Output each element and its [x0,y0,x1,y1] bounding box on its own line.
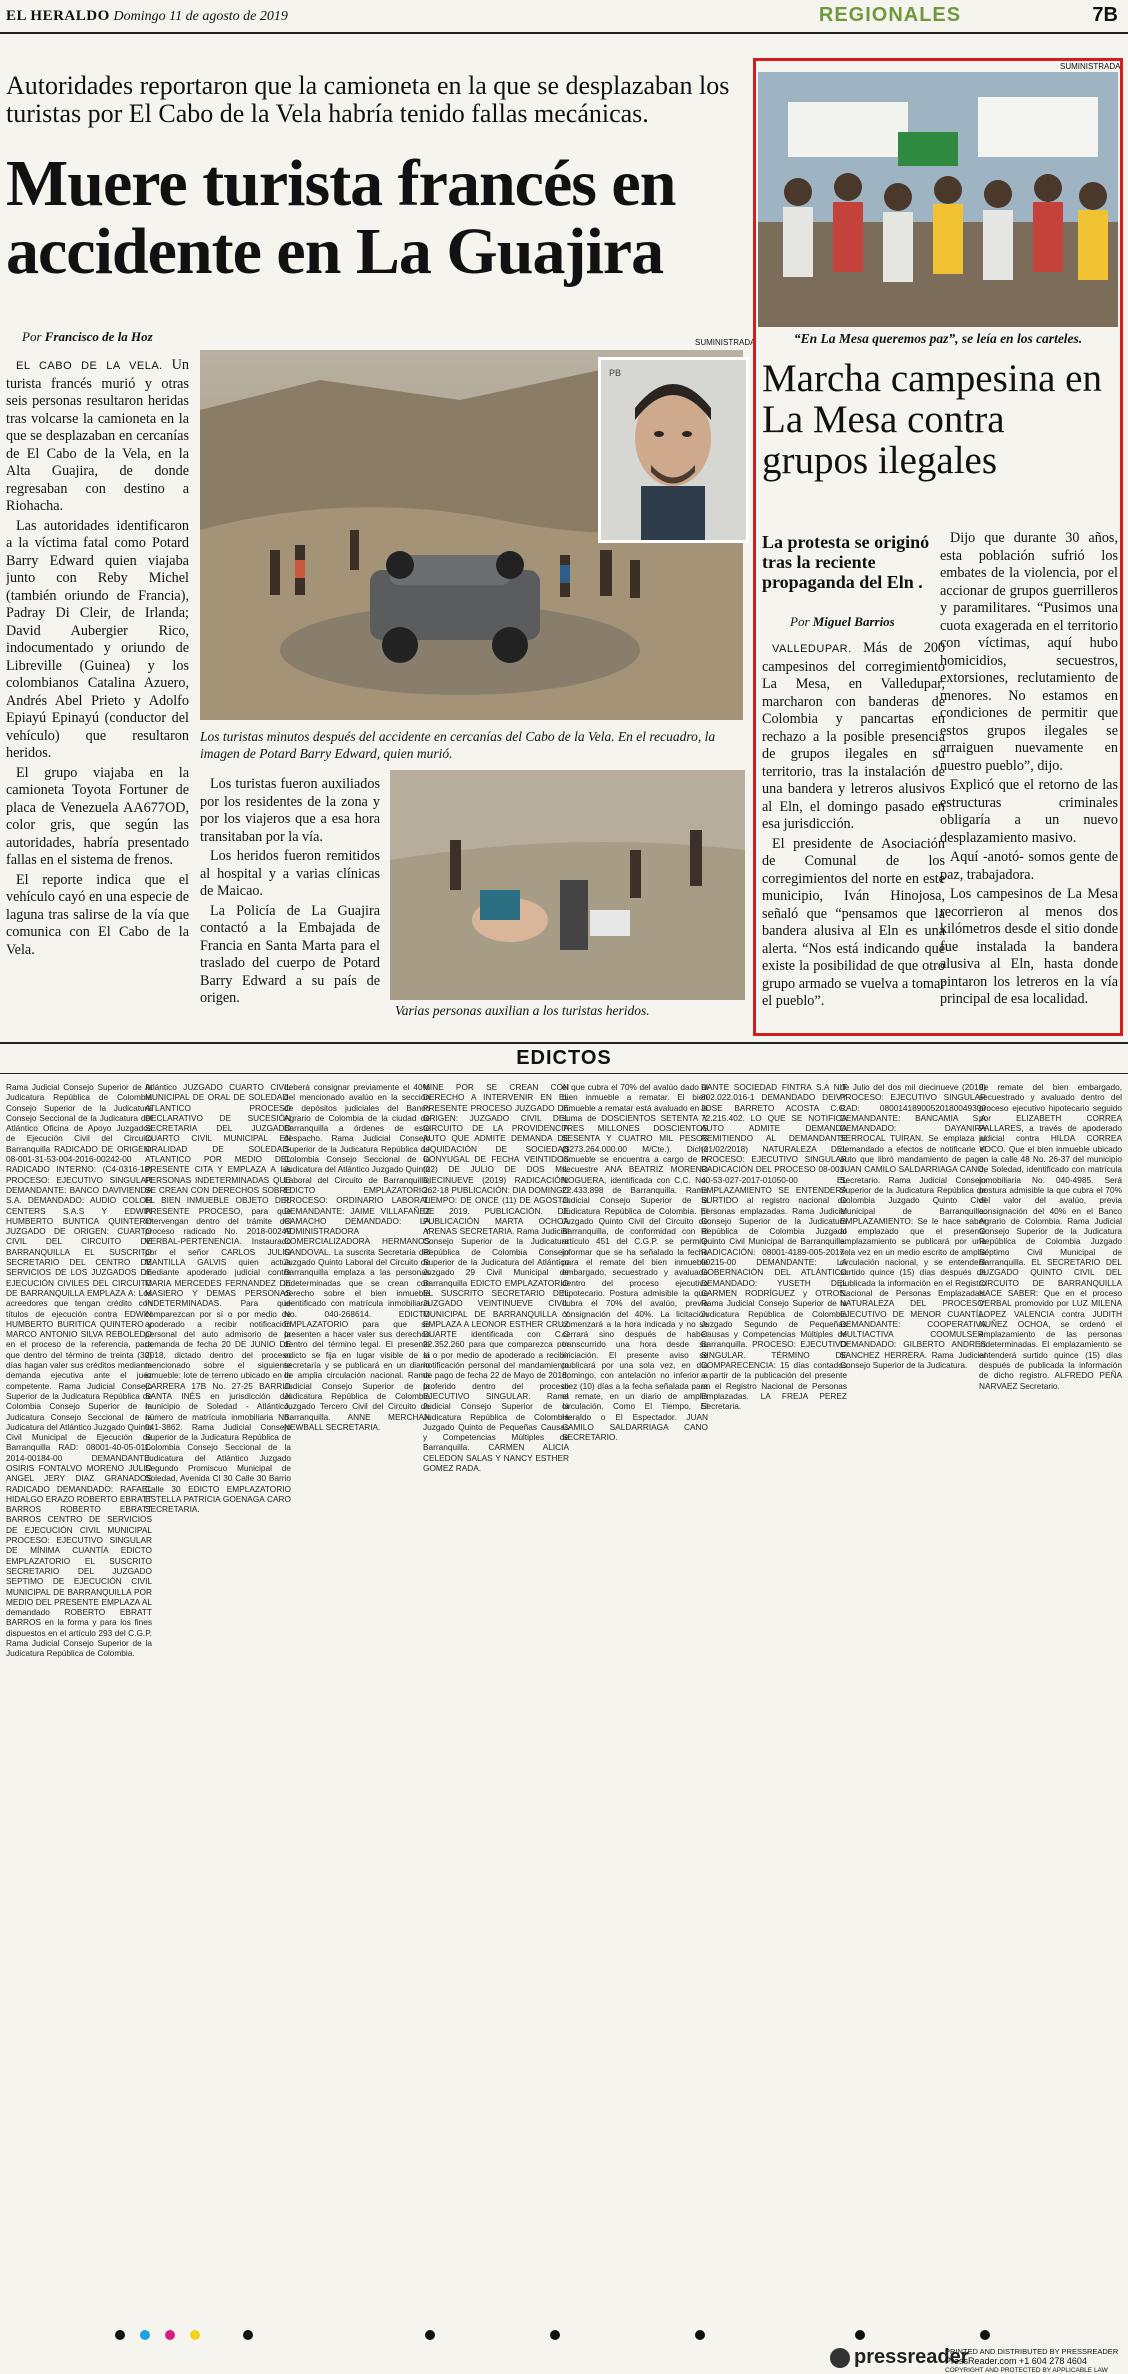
byline-author: Miguel Barrios [812,614,895,629]
edicto-column: DANTE SOCIEDAD FINTRA S.A NIT 802.022.016-1 DEMANDADO DEIVY JOSE BARRETO ACOSTA C.C. 72.215.402. LO QUE SE NOTIFICA AUTO ADMITE DEMANDA REMITIENDO AL DEMANDANTE (21/02/2018) NATURALEZA DEL PROCESO: EJECUTIVO SINGULAR RADICACIÓN DEL PROCESO 08-001-40-53-027-2017-01050-00 EL EMPLAZAMIENTO SE ENTENDERÁ SURTIDO al registro nacional de personas emplazadas. Rama Judicial Consejo Superior de la Judicatura República de Colombia Juzgado Quinto Civil Municipal de Barranquilla. RADICACIÓN: 08001-4189-005-2017-00215-00 DEMANDANTE: LA GOBERNACIÓN DEL ATLÁNTICO DEMANDADO: YUSETH DEL CARMEN RODRÍGUEZ y OTROS. Rama Judicial Consejo Superior de la Judicatura República de Colombia Juzgado Segundo de Pequeñas Causas y Competencias Múltiples de Barranquilla. PROCESO: EJECUTIVO SINGULAR. TÉRMINO DE COMPARECENCIA: 15 días contados a partir de la publicación del presente en el Registro Nacional de Personas Emplazadas. LA FREJA PEREZ Secretaria. [701,1082,847,1412]
paragraph: Las autoridades identificaron a la víctima fatal como Potard Barry Edward quien viajaba junto con Reby Michel (también oriundo de Francia), Padray Di Cleir, de Irlanda; David Aubergier Rico, indocumentado y oriundo de Libreville (Guinea) y los colombianos Catalina Azuero, Andrés Abel Prieto y Adolfo Epiayú Epinayú (conductor del vehículo) que resultaron heridos. [6,517,189,761]
march-headline: Marcha campesina en La Mesa contra grupos ilegales [762,357,1102,482]
pressreader-logo: pressreader [830,2346,969,2369]
dateline: EL CABO DE LA VELA. [16,360,163,372]
edicto-column: el que cubra el 70% del avalúo dado al bien inmueble a rematar. El bien inmueble a rematar está avaluado en la suma de DOSCIENTOS SETENTA Y TRES MILLONES DOSCIENTOS SESENTA Y CUATRO MIL PESOS ($273.264.000.00 M/Cte.). Dicho inmueble se encuentra a cargo de la secuestre ANA BEATRIZ MORENO NOGUERA, identificada con C.C. No. 22.433.898 de Barranquilla. Rama Judicial Consejo Superior de la Judicatura República de Colombia. El Juzgado Quinto Civil del Circuito de Barranquilla, de conformidad con el artículo 451 del C.G.P. se permite informar que se ha señalado la fecha para el remate del bien inmueble embargado, secuestrado y avaluado dentro del proceso ejecutivo hipotecario. Postura admisible la que cubra el 70% del avalúo, previa consignación del 40%. La licitación comenzará a la hora indicada y no se cerrará sino después de haber transcurrido una hora desde su iniciación. El presente aviso se publicará por una sola vez, en día domingo, con antelación no inferior a diez (10) días a la fecha señalada para el remate, en un diario de amplia circulación. Como El Tiempo, El Heraldo o El Espectador. JUAN CAMILO SALDARRIAGA CANO SECRETARIO. [562,1082,708,1443]
march-photo-caption: “En La Mesa queremos paz”, se leía en los carteles. [793,331,1083,346]
edicto-column: de remate del bien embargado, secuestrado y avaluado dentro del proceso ejecutivo hipotecario seguido por ELIZABETH CORREA PALLARES, a través de apoderado judicial contra HILDA CORREA YOCO. Que el bien inmueble ubicado en la calle 48 No. 26-37 del municipio de Soledad, identificado con matrícula inmobiliaria No. 040-4985. Será postura admisible la que cubra el 70% del valor del avalúo, previa consignación del 40% en el Banco Agrario de Colombia. Rama Judicial Consejo Superior de la Judicatura República de Colombia Juzgado Séptimo Civil Municipal de Barranquilla. EL SECRETARIO DEL JUZGADO QUINTO CIVIL DEL CIRCUITO DE BARRANQUILLA HACE SABER: Que en el proceso VERBAL promovido por LUZ MILENA LOPEZ VALENCIA contra JUDITH NUÑEZ OCHOA, se ordenó el emplazamiento de las personas indeterminadas. El emplazamiento se entenderá surtido quince (15) días después de publicada la información de dicho registro. ALFREDO PEÑA NARVAEZ Secretario. [979,1082,1122,1391]
edictos-rule [0,1042,1128,1044]
paragraph: Los turistas fueron auxiliados por los residentes de la zona y por los viajeros que a esa hora transitaban por la vía. [200,776,380,845]
edicto-column: deberá consignar previamente el 40% del mencionado avalúo en la sección de depósitos judiciales del Banco Agrario de Colombia de la ciudad de Barranquilla a órdenes de este despacho. Rama Judicial Consejo Superior de la Judicatura República de Colombia Consejo Seccional de la Judicatura del Atlántico Juzgado Quinto Laboral del Circuito de Barranquilla, EDICTO EMPLAZATORIO. PROCESO: ORDINARIO LABORAL DEMANDANTE: JAIME VILLAFAÑEZ CAMACHO DEMANDADO: LA ADMINISTRADORA Y COMERCIALIZADORA HERMANOS SANDOVAL. La suscrita Secretaria del Juzgado Quinto Laboral del Circuito de Barranquilla emplaza a las personas indeterminadas que se crean con derecho sobre el bien inmueble identificado con matrícula inmobiliaria No. 040-268614. EDICTO EMPLAZATORIO para que se presenten a hacer valer sus derechos dentro del término legal. El presente edicto se fija en lugar visible de la secretaría y se publicará en un diario de amplia circulación nacional. Rama Judicial Consejo Superior de la Judicatura República de Colombia Juzgado Tercero Civil del Circuito de Barranquilla. ANNE MERCHAN NEWBALL SECRETARIA. [284,1082,430,1432]
byline-prefix: Por [790,614,810,629]
paragraph: Aquí -anotó- somos gente de paz, trabajadora. [940,849,1118,883]
svg-text:PB: PB [609,368,622,378]
paragraph: El grupo viajaba en la camioneta Toyota Fortuner de placa de Venezuela AA677OD, color gris, que según las autoridades, habría presentado fallas en el sistema de frenos. [6,764,189,868]
march-byline [790,614,895,630]
march-deck: La protesta se originó tras la reciente propaganda del Eln . [762,532,930,592]
paragraph: El presidente de Asociación de Comunal de los corregimientos del norte en este municipio, Iván Hinojosa, señaló que “pensamos que la bandera alusiva al Eln es una alerta. “Nos está indicando que existe la posibilidad de que otro grupo armado se vuelva a tomar el pueblo”. [762,835,945,1009]
march-column-1 [762,640,945,1013]
rescue-photo-caption: Varias personas auxilian a los turistas heridos. [395,1003,650,1018]
pressreader-icon [830,2348,850,2368]
photo-credit: SUMINISTRADA [695,338,756,347]
victim-portrait [598,357,749,543]
edicto-column: Atlántico JUZGADO CUARTO CIVIL MUNICIPAL DE ORAL DE SOLEDAD- ATLANTICO PROCESO DECLARATIVO DE SUCESIÓN SECRETARIA DEL JUZGADO CUARTO CIVIL MUNICIPAL EN ORALIDAD DE SOLEDAD- ATLANTICO POR MEDIO DEL PRESENTE CITA Y EMPLAZA A las PERSONAS INDETERMINADAS QUE SE CREAN CON DERECHOS SOBRE EL BIEN INMUEBLE OBJETO DEL PRESENTE PROCESO, para que intervengan dentro del trámite del proceso radicado No. 2018-00249 VERBAL-PERTENENCIA. Instaurado por el señor CARLOS JULIO MANTILLA GALVIS quien actúa mediante apoderado judicial contra MARIA MERCEDES FERNANDEZ DE MASIERO Y DEMAS PERSONAS INDETERMINADAS. Para que comparezcan por sí o por medio de apoderado a recibir notificación personal del auto admisorio de la demanda de fecha 20 DE JUNIO DE 2018, dictado dentro del proceso mencionado sobre el siguiente inmueble: lote de terreno ubicado en la CARRERA 17B No. 27-25 BARRIO SANTA INÉS en jurisdicción del municipio de Soledad - Atlántico, número de matrícula inmobiliaria No. 041-3862. Rama Judicial Consejo Superior de la Judicatura República de Colombia Consejo Seccional de la Judicatura del Atlántico Juzgado Segundo Promiscuo Municipal de Soledad, Avenida Cl 30 Calle 30 Barrio Calle 30 EDICTO EMPLAZATORIO ESTELLA PATRICIA GOENAGA CARO SECRETARIA. [145,1082,291,1515]
paragraph: El reporte indica que el vehículo cayó en una especie de laguna tras salirse de la vía que comunica con El Cabo de la Vela. [6,871,189,958]
edicto-column: Rama Judicial Consejo Superior de la Judicatura República de Colombia Consejo Superior de la Judicatura Consejo Seccional de la Judicatura del Atlántico Oficina de Apoyo Juzgados de Ejecución Civil del Circuito Barranquilla RADICADO DE ORIGEN: 08-001-31-53-004-2016-00242-00 RADICADO INTERNO: (C4-0316-18) PROCESO: EJECUTIVO SINGULAR DEMANDANTE: BANCO DAVIVIENDA S.A. DEMANDADO: AUDIO COLOR CENTERS S.A.S Y EDWIN HUMBERTO BUNTICA QUINTERO JUZGADO DE ORIGEN: CUARTO CIVIL DEL CIRCUITO DE BARRANQUILLA EL SUSCRITO SECRETARIO DEL CENTRO DE SERVICIOS DE LOS JUZGADOS DE EJECUCIÓN CIVILES DEL CIRCUITO DE BARRANQUILLA EMPLAZA A: Los acreedores que tengan crédito con títulos de ejecución contra EDWIN HUMBERTO BURITICA QUINTERO y MARCO ANTONIO SILVA REBOLEDO en el proceso de la referencia, para que dentro del término de treinta (30) días hagan valer sus créditos mediante demanda ejecutiva ante el juez competente. Rama Judicial Consejo Superior de la Judicatura República de Colombia Consejo Superior de la Judicatura Consejo Seccional de la Judicatura del Atlántico Juzgado Quinto Civil Municipal de Ejecución de Barranquilla RAD: 08001-40-05-011-2014-00184-00 DEMANDANTE: OSIRIS FONTALVO MORENO JULIO ANGEL JERY DIAZ GRANADOS RADICADO DEMANDADO: RAFAEL HIDALGO ERAZO ROBERTO EBRATT BARROS ROBERTO EBRATT BARROS CENTRO DE SERVICIOS DE EJECUCIÓN CIVIL MUNICIPAL PROCESO: EJECUTIVO SINGULAR DE MÍNIMA CUANTÍA EDICTO EMPLAZATORIO EL SUSCRITO SECRETARIO DEL JUZGADO SEPTIMO DE EJECUCIÓN CIVIL MUNICIPAL DE BARRANQUILLA POR MEDIO DEL PRESENTE EMPLAZA AL demandado ROBERTO EBRATT BARROS en la forma y para los fines dispuestos en el artículo 293 del C.G.P. Rama Judicial Consejo Superior de la Judicatura República de Colombia. [6,1082,152,1659]
edicto-column: de Julio del dos mil diecinueve (2019) PROCESO: EJECUTIVO SINGULAR RAD: 08001418900520180049300 DEMANDANTE: BANCAMIA S.A DEMANDADO: DAYANIRA SERROCAL TUIRAN. Se emplaza al demandado a efectos de notificarle el auto que libró mandamiento de pago. JUAN CAMILO SALDARRIAGA CANO, Secretario. Rama Judicial Consejo Superior de la Judicatura República de Colombia Juzgado Quinto Civil Municipal de Barranquilla. EMPLAZAMIENTO: Se le hace saber al emplazado que el presente emplazamiento se publicará por una sola vez en un medio escrito de amplia circulación nacional, y se entenderá surtido quince (15) días después de publicada la información en el Registro Nacional de Personas Emplazadas. NATURALEZA DEL PROCESO: EJECUTIVO DE MENOR CUANTÍA. DEMANDANTE: COOPERATIVA MULTIACTIVA COOMULSER. DEMANDADO: GILBERTO ANDRES SANCHEZ HERRERA. Rama Judicial Consejo Superior de la Judicatura. [840,1082,986,1371]
header-left [6,8,288,25]
paper-name: EL HERALDO [6,8,110,24]
edictos-rule [0,1073,1128,1074]
paragraph: Dijo que durante 30 años, esta población sufrió los embates de la violencia, por el accionar de grupos guerrilleros y paramilitares. “Pusimos una cuota exagerada en el territorio con víctimas, aquí hubo homicidios, secuestros, extorsiones, reclutamiento de menores. No estamos en condiciones de permitir que estos grupos ilegales se arraiguen nuevamente en nuestro pueblo”, dijo. [940,530,1118,774]
march-column-2 [940,530,1118,1011]
main-byline [22,329,153,345]
paragraph: Los campesinos de La Mesa recorrieron al menos dos kilómetros desde el sitio donde fue instalada la bandera alusiva al Eln, hasta donde pintaron los letreros en la vía principal de esa localidad. [940,886,1118,1007]
photo-credit: SUMINISTRADA [1060,62,1121,71]
pressreader-credit: PRINTED AND DISTRIBUTED BY PRESSREADER [945,2347,1119,2356]
header-rule [0,32,1128,34]
dateline: VALLEDUPAR. [772,643,852,655]
paragraph: Los heridos fueron remitidos al hospital y a varias clínicas de Maicao. [200,848,380,899]
paragraph: VALLEDUPAR. Más de 200 campesinos del corregimiento La Mesa, en Valledupar, marcharon con banderas de Colombia y pancartas en rechazo a la posible presencia de grupos ilegales en su territorio, tras la instalación de una bandera y letreros alusivos al Eln, el domingo pasado en esa jurisdicción. [762,640,946,832]
paragraph: EL CABO DE LA VELA. Un turista francés murió y otras seis personas resultaron heridas tras volcarse la camioneta en la que se desplazaban en cercanías de El Cabo de la Vela, en la Alta Guajira, de donde regresaban con destino a Riohacha. [6,357,189,514]
edictos-title: EDICTOS [516,1047,612,1069]
byline-author: Francisco de la Hoz [44,329,153,344]
pressreader-copyright: COPYRIGHT AND PROTECTED BY APPLICABLE LAW [945,2367,1108,2374]
issue-date: Domingo 11 de agosto de 2019 [113,9,288,24]
pressreader-contact: PressReader.com +1 604 278 4604 [945,2356,1087,2366]
main-kicker: Autoridades reportaron que la camioneta en la que se desplazaban los turistas por El Cabo de la Vela habría tenido fallas mecánicas. [6,71,730,128]
registration-marks [0,2328,1128,2342]
paragraph: Explicó que el retorno de las estructuras criminales obligaría a un nuevo desplazamiento masivo. [940,777,1118,846]
page-number: 7B [1092,4,1118,26]
main-photo-caption: Los turistas minutos después del accidente en cercanías del Cabo de la Vela. En el recuadro, la imagen de Potard Barry Edward, quien murió. [200,729,716,761]
edicto-column: MINE POR SE CREAN CON DERECHO A INTERVENIR EN EL PRESENTE PROCESO JUZGADO DE ORIGEN: JUZGADO CIVIL DEL CIRCUITO DE LA PROVIDENCIA AUTO QUE ADMITE DEMANDA DE LIQUIDACIÓN DE SOCIEDAD CONYUGAL DE FECHA VEINTIDOS (22) DE JULIO DE DOS MIL DIECINUEVE (2019) RADICACIÓN: 262-18 PUBLICACIÓN: DIA DOMINGO TIEMPO: DE ONCE (11) DE AGOSTO DE 2019. PUBLICACIÓN. DE PUBLICACIÓN MARTA OCHOA ARENAS SECRETARIA. Rama Judicial Consejo Superior de la Judicatura República de Colombia Consejo Superior de la Judicatura del Atlántico Juzgado 29 Civil Municipal de Barranquilla EDICTO EMPLAZATORIO EL SUSCRITO SECRETARIO DEL JUZGADO VEINTINUEVE CIVIL MUNICIPAL DE BARRANQUILLA Y EMPLAZA A LEONOR ESTHER CRUZ DUARTE identificada con C.C 22.352.260 para que comparezca por sí o por medio de apoderado a recibir notificación personal del mandamiento de pago de fecha 22 de Mayo de 2018, proferido dentro del proceso EJECUTIVO SINGULAR. Rama Judicial Consejo Superior de la Judicatura República de Colombia Juzgado Quinto de Pequeñas Causas y Competencias Múltiples de Barranquilla. CARMEN ALICIA CELEDON SALAS Y NANCY ESTHER GOMEZ RADA. [423,1082,569,1473]
section-name: REGIONALES [818,4,962,26]
march-photo [758,72,1118,327]
main-column-1 [6,357,189,997]
main-headline: Muere turista francés en accidente en La Guajira [6,147,676,288]
main-column-2 [200,776,380,1010]
paragraph: La Policía de La Guajira contactó a la Embajada de Francia en Santa Marta para el traslado del cuerpo de Potard Barry Edward a su país de origen. [200,902,380,1006]
rescue-photo [390,770,745,1000]
byline-prefix: Por [22,329,42,344]
